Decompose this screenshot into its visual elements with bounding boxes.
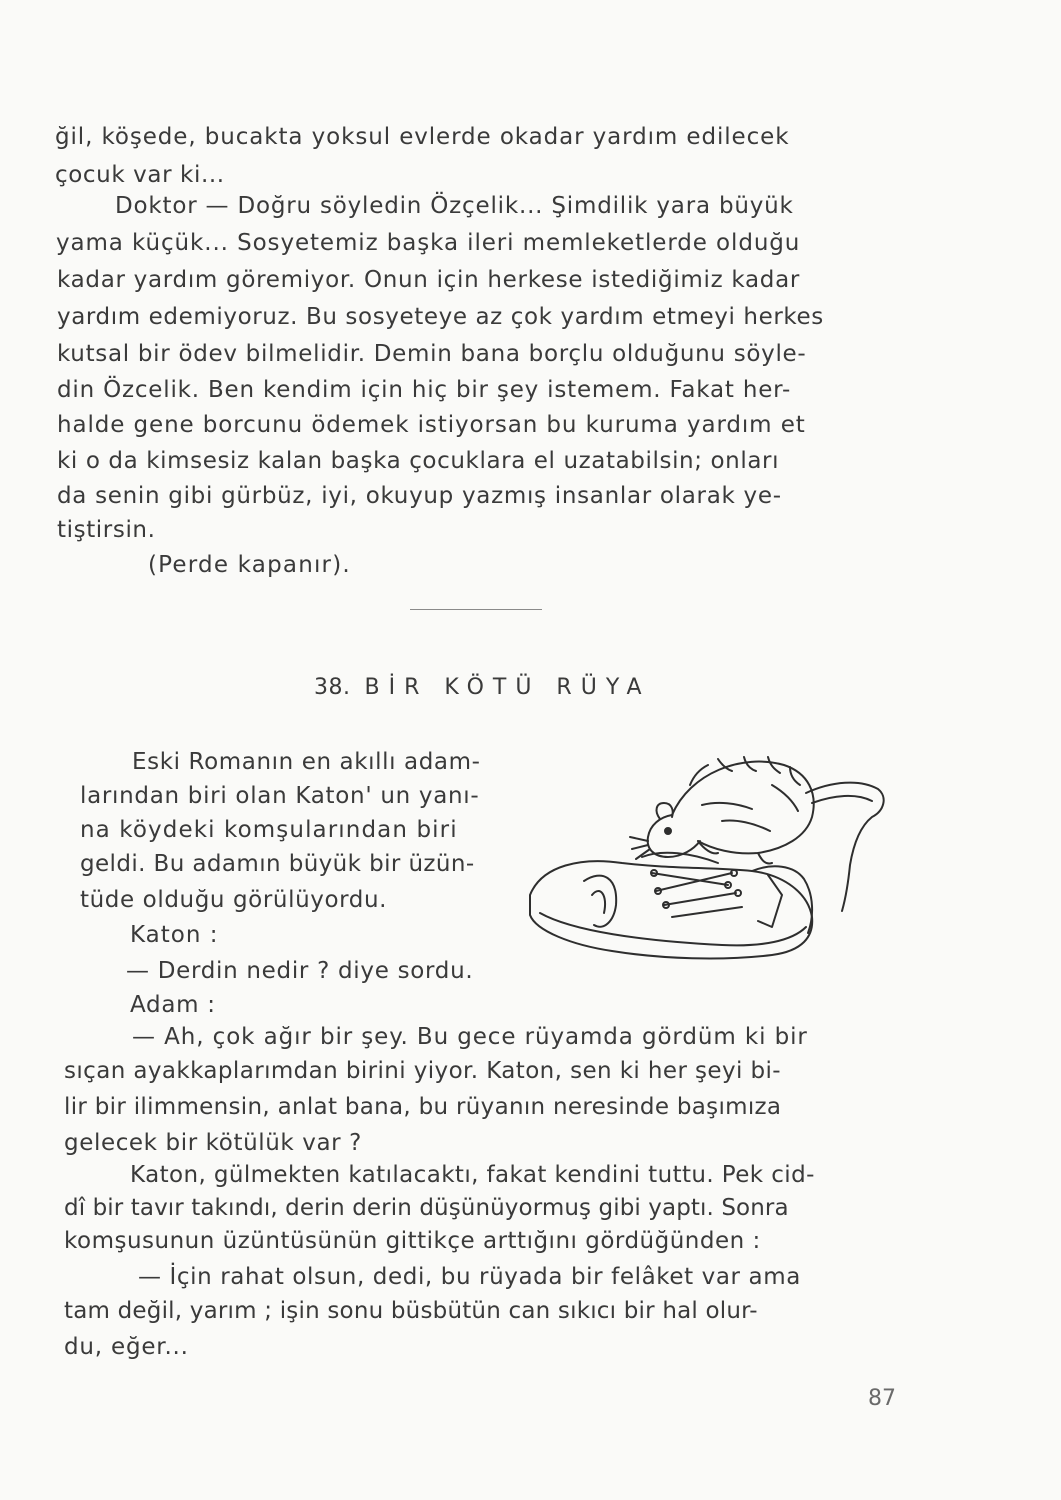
text-line: din Özcelik. Ben kendim için hiç bir şey istemem. Fakat her- bbox=[57, 377, 792, 403]
text-line: — Derdin nedir ? diye sordu. bbox=[126, 958, 474, 984]
text-line: na köydeki komşularından biri bbox=[80, 817, 458, 843]
text-line: Eski Romanın en akıllı adam- bbox=[132, 749, 481, 775]
text-line: larından biri olan Katon' un yanı- bbox=[80, 783, 480, 809]
text-line: kutsal bir ödev bilmelidir. Demin bana borçlu olduğunu söyle- bbox=[57, 341, 807, 367]
text-line: — Ah, çok ağır bir şey. Bu gece rüyamda gördüm ki bir bbox=[132, 1024, 808, 1050]
text-line: du, eğer... bbox=[64, 1334, 189, 1360]
text-line: tiştirsin. bbox=[57, 517, 156, 543]
text-line: dî bir tavır takındı, derin derin düşünüyormuş gibi yaptı. Sonra bbox=[64, 1195, 789, 1221]
section-divider bbox=[410, 609, 542, 610]
page-number: 87 bbox=[868, 1386, 896, 1411]
text-line: halde gene borcunu ödemek istiyorsan bu kuruma yardım et bbox=[57, 412, 806, 438]
speaker-label: Adam : bbox=[130, 992, 216, 1018]
speaker-label: Katon : bbox=[130, 922, 219, 948]
text-line: ğil, köşede, bucakta yoksul evlerde okadar yardım edilecek bbox=[55, 124, 790, 150]
stage-direction: (Perde kapanır). bbox=[148, 552, 351, 578]
text-line: komşusunun üzüntüsünün gittikçe arttığını gördüğünden : bbox=[64, 1228, 761, 1254]
text-line: tüde olduğu görülüyordu. bbox=[80, 887, 388, 913]
section-heading bbox=[314, 673, 651, 703]
text-line: yardım edemiyoruz. Bu sosyeteye az çok yardım etmeyi herkes bbox=[57, 304, 824, 330]
text-line: da senin gibi gürbüz, iyi, okuyup yazmış insanlar olarak ye- bbox=[57, 483, 782, 509]
text-line: Katon, gülmekten katılacaktı, fakat kendini tuttu. Pek cid- bbox=[130, 1162, 815, 1188]
text-line: tam değil, yarım ; işin sonu büsbütün can sıkıcı bir hal olur- bbox=[64, 1298, 758, 1324]
text-line: yama küçük... Sosyetemiz başka ileri memleketlerde olduğu bbox=[56, 230, 801, 256]
section-number: 38. bbox=[314, 675, 351, 700]
text-line: Doktor — Doğru söyledin Özçelik... Şimdilik yara büyük bbox=[115, 193, 794, 219]
text-line: geldi. Bu adamın büyük bir üzün- bbox=[80, 851, 475, 877]
text-line: sıçan ayakkaplarımdan birini yiyor. Katon, sen ki her şeyi bi- bbox=[64, 1058, 781, 1084]
section-title: BİR KÖTÜ RÜYA bbox=[364, 675, 651, 700]
text-line: lir bir ilimmensin, anlat bana, bu rüyanın neresinde başımıza bbox=[64, 1094, 782, 1120]
text-line: ki o da kimsesiz kalan başka çocuklara el uzatabilsin; onları bbox=[57, 448, 780, 474]
rat-eating-shoe-illustration bbox=[522, 745, 892, 975]
text-line: — İçin rahat olsun, dedi, bu rüyada bir felâket var ama bbox=[138, 1264, 801, 1290]
text-line: kadar yardım göremiyor. Onun için herkese istediğimiz kadar bbox=[57, 267, 801, 293]
text-line: çocuk var ki... bbox=[55, 162, 225, 188]
text-line: gelecek bir kötülük var ? bbox=[64, 1130, 362, 1156]
